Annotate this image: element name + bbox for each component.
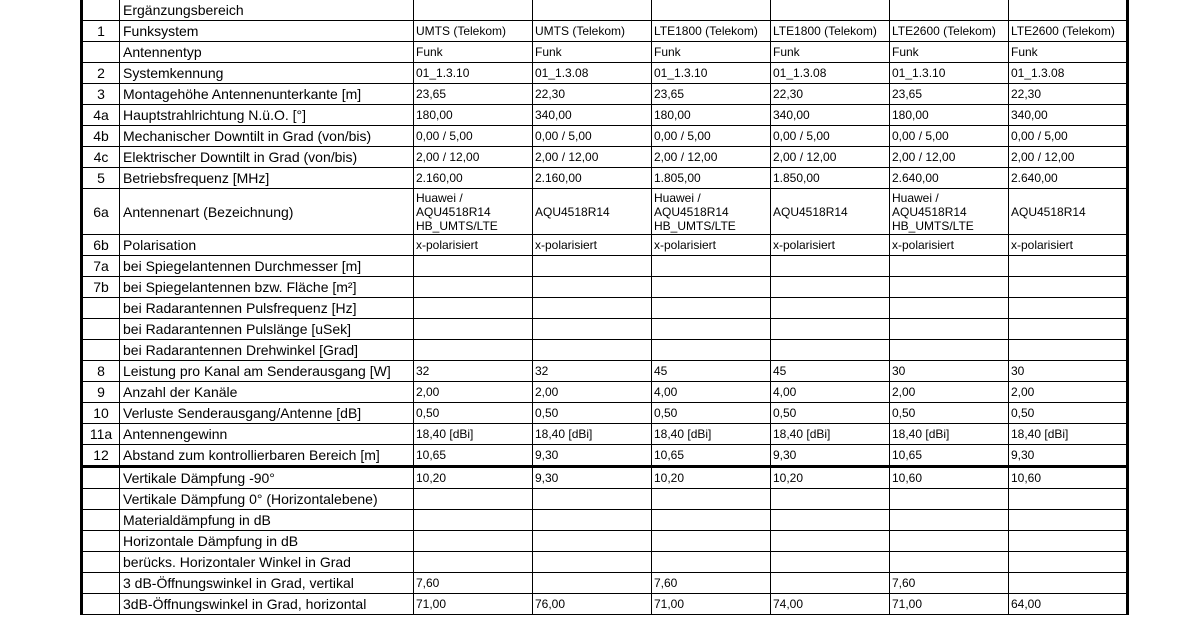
value-cell: 30 <box>1009 361 1128 382</box>
value-cell <box>414 552 533 573</box>
value-cell <box>1009 319 1128 340</box>
value-cell: Funk <box>890 42 1009 63</box>
row-label: bei Radarantennen Drehwinkel [Grad] <box>120 340 414 361</box>
value-cell <box>652 552 771 573</box>
row-number <box>82 319 120 340</box>
value-cell <box>771 277 890 298</box>
value-cell <box>533 256 652 277</box>
value-cell: 22,30 <box>533 84 652 105</box>
value-cell: 1.805,00 <box>652 168 771 189</box>
value-cell <box>414 0 533 21</box>
value-cell: Funk <box>652 42 771 63</box>
value-cell: 7,60 <box>890 573 1009 594</box>
value-cell <box>890 277 1009 298</box>
row-number <box>82 510 120 531</box>
value-cell <box>652 0 771 21</box>
value-cell <box>1009 277 1128 298</box>
row-number <box>82 552 120 573</box>
value-cell: 2,00 / 12,00 <box>414 147 533 168</box>
table-row <box>82 42 1128 63</box>
row-label: Vertikale Dämpfung -90° <box>120 467 414 489</box>
value-cell: LTE2600 (Telekom) <box>890 21 1009 42</box>
row-label: Vertikale Dämpfung 0° (Horizontalebene) <box>120 489 414 510</box>
row-label: Elektrischer Downtilt in Grad (von/bis) <box>120 147 414 168</box>
row-number <box>82 489 120 510</box>
value-cell: 64,00 <box>1009 594 1128 615</box>
value-cell: 2,00 / 12,00 <box>890 147 1009 168</box>
value-cell <box>533 319 652 340</box>
table-row <box>82 573 1128 594</box>
row-number <box>82 0 120 21</box>
value-cell: 01_1.3.08 <box>533 63 652 84</box>
row-label: Verluste Senderausgang/Antenne [dB] <box>120 403 414 424</box>
value-cell <box>533 298 652 319</box>
value-cell: 180,00 <box>890 105 1009 126</box>
value-cell <box>890 552 1009 573</box>
value-cell: 7,60 <box>652 573 771 594</box>
row-label: Materialdämpfung in dB <box>120 510 414 531</box>
value-cell: 32 <box>533 361 652 382</box>
value-cell: 23,65 <box>414 84 533 105</box>
row-label: Horizontale Dämpfung in dB <box>120 531 414 552</box>
table-row <box>82 403 1128 424</box>
row-label: Montagehöhe Antennenunterkante [m] <box>120 84 414 105</box>
value-cell: 32 <box>414 361 533 382</box>
row-number <box>82 42 120 63</box>
value-cell: AQU4518R14 <box>533 189 652 235</box>
value-cell: 340,00 <box>1009 105 1128 126</box>
value-cell <box>652 277 771 298</box>
value-cell <box>652 489 771 510</box>
value-cell: 01_1.3.08 <box>771 63 890 84</box>
row-label: Abstand zum kontrollierbaren Bereich [m] <box>120 445 414 467</box>
value-cell: 71,00 <box>414 594 533 615</box>
value-cell <box>1009 531 1128 552</box>
row-label: Leistung pro Kanal am Senderausgang [W] <box>120 361 414 382</box>
value-cell <box>890 489 1009 510</box>
row-number: 6a <box>82 189 120 235</box>
row-label: Betriebsfrequenz [MHz] <box>120 168 414 189</box>
table-row <box>82 594 1128 615</box>
value-cell <box>414 489 533 510</box>
value-cell <box>890 531 1009 552</box>
row-number: 4b <box>82 126 120 147</box>
value-cell: 2,00 / 12,00 <box>1009 147 1128 168</box>
row-label: bei Spiegelantennen Durchmesser [m] <box>120 256 414 277</box>
value-cell <box>771 0 890 21</box>
value-cell <box>1009 573 1128 594</box>
value-cell: 2,00 / 12,00 <box>771 147 890 168</box>
value-cell: 71,00 <box>652 594 771 615</box>
value-cell: 0,00 / 5,00 <box>533 126 652 147</box>
value-cell: 2,00 / 12,00 <box>533 147 652 168</box>
value-cell: Funk <box>414 42 533 63</box>
table-row <box>82 235 1128 256</box>
value-cell: 2,00 <box>414 382 533 403</box>
table-row <box>82 168 1128 189</box>
row-label: Mechanischer Downtilt in Grad (von/bis) <box>120 126 414 147</box>
value-cell <box>652 256 771 277</box>
row-number: 4c <box>82 147 120 168</box>
table-row <box>82 0 1128 21</box>
value-cell <box>652 298 771 319</box>
value-cell: UMTS (Telekom) <box>533 21 652 42</box>
value-cell <box>533 510 652 531</box>
value-cell: 18,40 [dBi] <box>1009 424 1128 445</box>
value-cell: LTE1800 (Telekom) <box>771 21 890 42</box>
value-cell: 18,40 [dBi] <box>771 424 890 445</box>
table-row <box>82 510 1128 531</box>
value-cell: 10,60 <box>890 467 1009 489</box>
value-cell: Huawei / AQU4518R14 HB_UMTS/LTE <box>890 189 1009 235</box>
value-cell: 01_1.3.08 <box>1009 63 1128 84</box>
row-number: 7b <box>82 277 120 298</box>
value-cell <box>1009 298 1128 319</box>
value-cell: 2,00 <box>1009 382 1128 403</box>
value-cell: 0,00 / 5,00 <box>1009 126 1128 147</box>
row-number: 7a <box>82 256 120 277</box>
table-row <box>82 84 1128 105</box>
value-cell: 0,50 <box>890 403 1009 424</box>
value-cell <box>1009 0 1128 21</box>
value-cell: LTE1800 (Telekom) <box>652 21 771 42</box>
value-cell: 0,50 <box>414 403 533 424</box>
value-cell: Funk <box>533 42 652 63</box>
row-label: Funksystem <box>120 21 414 42</box>
value-cell: 10,20 <box>414 467 533 489</box>
table-row <box>82 531 1128 552</box>
value-cell: Huawei / AQU4518R14 HB_UMTS/LTE <box>414 189 533 235</box>
table-row <box>82 552 1128 573</box>
value-cell: x-polarisiert <box>890 235 1009 256</box>
value-cell: 10,65 <box>890 445 1009 467</box>
value-cell: 2.160,00 <box>414 168 533 189</box>
value-cell <box>414 277 533 298</box>
table-row <box>82 445 1128 467</box>
value-cell: 76,00 <box>533 594 652 615</box>
value-cell <box>533 277 652 298</box>
row-number <box>82 531 120 552</box>
value-cell <box>771 552 890 573</box>
row-number: 5 <box>82 168 120 189</box>
table-row <box>82 189 1128 235</box>
value-cell: Funk <box>1009 42 1128 63</box>
value-cell <box>771 489 890 510</box>
value-cell <box>533 489 652 510</box>
value-cell <box>652 531 771 552</box>
row-label: Anzahl der Kanäle <box>120 382 414 403</box>
row-label: Hauptstrahlrichtung N.ü.O. [°] <box>120 105 414 126</box>
row-number <box>82 573 120 594</box>
value-cell <box>414 256 533 277</box>
value-cell <box>1009 510 1128 531</box>
value-cell: 01_1.3.10 <box>890 63 1009 84</box>
table-row <box>82 382 1128 403</box>
value-cell: 9,30 <box>533 445 652 467</box>
value-cell: 45 <box>771 361 890 382</box>
row-label: 3dB-Öffnungswinkel in Grad, horizontal <box>120 594 414 615</box>
value-cell: 2.160,00 <box>533 168 652 189</box>
value-cell: 0,50 <box>652 403 771 424</box>
row-number: 11a <box>82 424 120 445</box>
value-cell: 22,30 <box>771 84 890 105</box>
value-cell <box>652 510 771 531</box>
value-cell <box>533 573 652 594</box>
table-row <box>82 424 1128 445</box>
value-cell: 1.850,00 <box>771 168 890 189</box>
table-row <box>82 126 1128 147</box>
value-cell: 22,30 <box>1009 84 1128 105</box>
row-number: 4a <box>82 105 120 126</box>
row-label: bei Radarantennen Pulsfrequenz [Hz] <box>120 298 414 319</box>
value-cell: 18,40 [dBi] <box>890 424 1009 445</box>
value-cell: 0,00 / 5,00 <box>414 126 533 147</box>
value-cell: AQU4518R14 <box>771 189 890 235</box>
row-number: 6b <box>82 235 120 256</box>
value-cell: 0,50 <box>1009 403 1128 424</box>
value-cell: 2,00 / 12,00 <box>652 147 771 168</box>
value-cell <box>771 256 890 277</box>
value-cell <box>1009 489 1128 510</box>
table-row <box>82 105 1128 126</box>
value-cell: x-polarisiert <box>533 235 652 256</box>
row-label: Antennenart (Bezeichnung) <box>120 189 414 235</box>
value-cell: AQU4518R14 <box>1009 189 1128 235</box>
value-cell <box>1009 552 1128 573</box>
value-cell: 74,00 <box>771 594 890 615</box>
value-cell <box>414 340 533 361</box>
row-label: bei Radarantennen Pulslänge [uSek] <box>120 319 414 340</box>
value-cell: 4,00 <box>771 382 890 403</box>
row-number <box>82 594 120 615</box>
row-label: Systemkennung <box>120 63 414 84</box>
value-cell <box>890 298 1009 319</box>
value-cell: 0,50 <box>771 403 890 424</box>
row-number: 10 <box>82 403 120 424</box>
value-cell: x-polarisiert <box>414 235 533 256</box>
value-cell: 18,40 [dBi] <box>533 424 652 445</box>
value-cell: 0,00 / 5,00 <box>652 126 771 147</box>
value-cell <box>414 298 533 319</box>
row-label: berücks. Horizontaler Winkel in Grad <box>120 552 414 573</box>
row-number: 1 <box>82 21 120 42</box>
value-cell <box>890 0 1009 21</box>
value-cell: 340,00 <box>771 105 890 126</box>
value-cell: LTE2600 (Telekom) <box>1009 21 1128 42</box>
table-row <box>82 298 1128 319</box>
value-cell: 180,00 <box>652 105 771 126</box>
value-cell: x-polarisiert <box>1009 235 1128 256</box>
table-row <box>82 147 1128 168</box>
row-number <box>82 340 120 361</box>
value-cell <box>890 510 1009 531</box>
value-cell: Huawei / AQU4518R14 HB_UMTS/LTE <box>652 189 771 235</box>
table-row <box>82 277 1128 298</box>
row-label: Antennengewinn <box>120 424 414 445</box>
table-row <box>82 361 1128 382</box>
value-cell <box>771 298 890 319</box>
value-cell <box>652 319 771 340</box>
row-number: 8 <box>82 361 120 382</box>
value-cell <box>771 340 890 361</box>
value-cell: 0,50 <box>533 403 652 424</box>
value-cell <box>771 531 890 552</box>
value-cell <box>771 319 890 340</box>
row-number: 9 <box>82 382 120 403</box>
value-cell <box>1009 340 1128 361</box>
value-cell <box>414 319 533 340</box>
value-cell <box>414 510 533 531</box>
value-cell: 18,40 [dBi] <box>652 424 771 445</box>
value-cell: 23,65 <box>652 84 771 105</box>
value-cell: 23,65 <box>890 84 1009 105</box>
value-cell: 7,60 <box>414 573 533 594</box>
value-cell <box>533 531 652 552</box>
value-cell: 2,00 <box>890 382 1009 403</box>
antenna-data-sheet <box>80 0 1129 615</box>
value-cell: 9,30 <box>1009 445 1128 467</box>
table-row <box>82 63 1128 84</box>
table-row <box>82 340 1128 361</box>
value-cell <box>533 340 652 361</box>
row-label: Antennentyp <box>120 42 414 63</box>
value-cell: 30 <box>890 361 1009 382</box>
table-row <box>82 21 1128 42</box>
table-row <box>82 256 1128 277</box>
value-cell <box>533 0 652 21</box>
row-label: Polarisation <box>120 235 414 256</box>
value-cell: 2.640,00 <box>1009 168 1128 189</box>
table-row <box>82 467 1128 489</box>
value-cell: 10,65 <box>414 445 533 467</box>
row-number <box>82 298 120 319</box>
antenna-parameters-table <box>80 0 1129 615</box>
value-cell: 9,30 <box>533 467 652 489</box>
value-cell: 4,00 <box>652 382 771 403</box>
value-cell: UMTS (Telekom) <box>414 21 533 42</box>
value-cell: 71,00 <box>890 594 1009 615</box>
row-number: 2 <box>82 63 120 84</box>
value-cell: 340,00 <box>533 105 652 126</box>
value-cell: 0,00 / 5,00 <box>771 126 890 147</box>
value-cell: 10,65 <box>652 445 771 467</box>
value-cell: 45 <box>652 361 771 382</box>
value-cell <box>533 552 652 573</box>
row-label: bei Spiegelantennen bzw. Fläche [m²] <box>120 277 414 298</box>
value-cell <box>890 256 1009 277</box>
value-cell: 10,20 <box>652 467 771 489</box>
value-cell <box>890 340 1009 361</box>
value-cell <box>890 319 1009 340</box>
value-cell: x-polarisiert <box>652 235 771 256</box>
row-label: Ergänzungsbereich <box>120 0 414 21</box>
value-cell: 180,00 <box>414 105 533 126</box>
value-cell: x-polarisiert <box>771 235 890 256</box>
value-cell <box>414 531 533 552</box>
table-row <box>82 489 1128 510</box>
value-cell: 01_1.3.10 <box>414 63 533 84</box>
value-cell <box>771 573 890 594</box>
row-number: 3 <box>82 84 120 105</box>
value-cell <box>1009 256 1128 277</box>
value-cell: 9,30 <box>771 445 890 467</box>
row-number: 12 <box>82 445 120 467</box>
value-cell: 0,00 / 5,00 <box>890 126 1009 147</box>
table-row <box>82 319 1128 340</box>
value-cell: Funk <box>771 42 890 63</box>
value-cell: 18,40 [dBi] <box>414 424 533 445</box>
value-cell: 2,00 <box>533 382 652 403</box>
value-cell: 10,60 <box>1009 467 1128 489</box>
value-cell <box>652 340 771 361</box>
value-cell: 10,20 <box>771 467 890 489</box>
row-number <box>82 467 120 489</box>
value-cell <box>771 510 890 531</box>
row-label: 3 dB-Öffnungswinkel in Grad, vertikal <box>120 573 414 594</box>
value-cell: 2.640,00 <box>890 168 1009 189</box>
value-cell: 01_1.3.10 <box>652 63 771 84</box>
